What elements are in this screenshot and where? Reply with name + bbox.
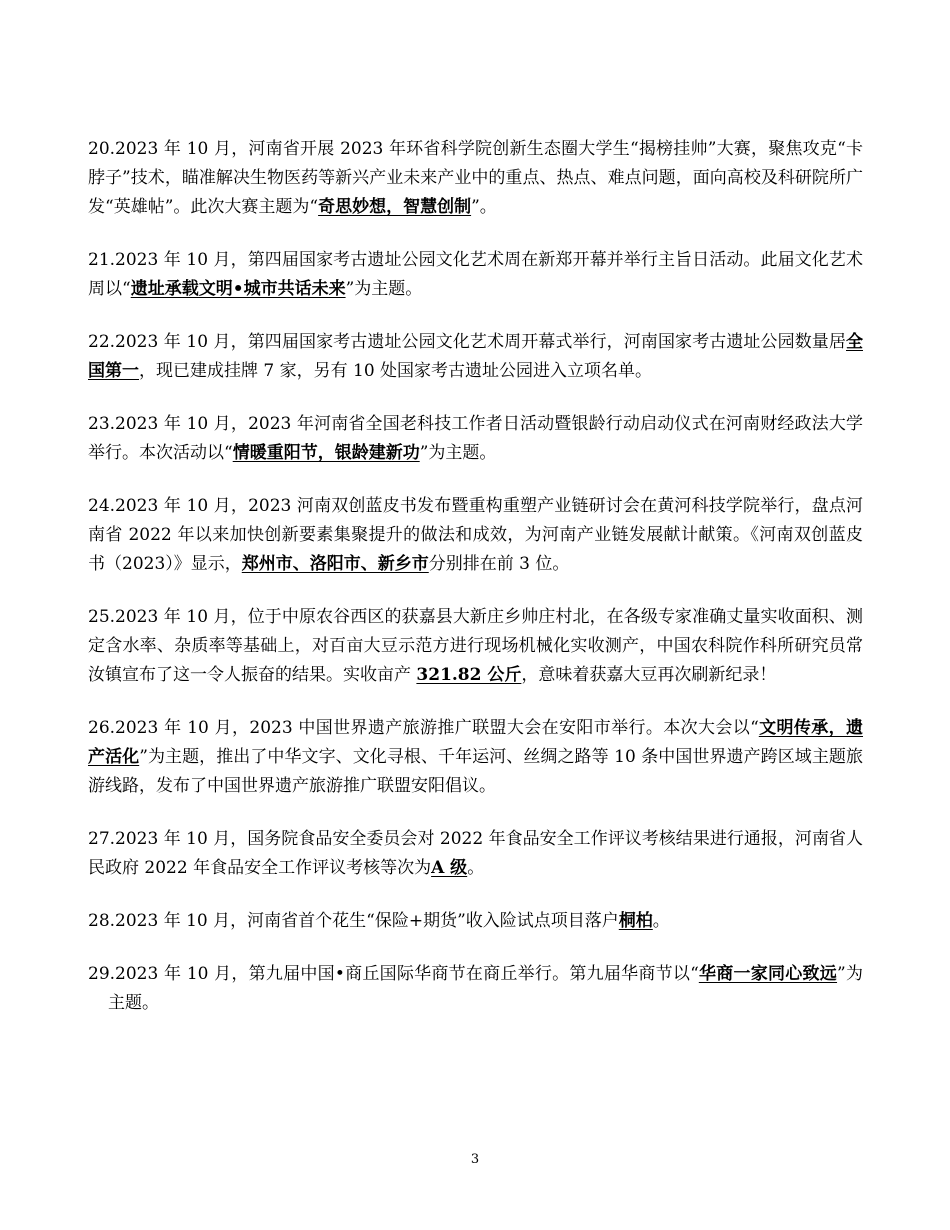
news-item-28: 28.2023 年 10 月，河南省首个花生“保险+期货”收入险试点项目落户桐柏。: [88, 911, 670, 931]
news-item-20: 20.2023 年 10 月，河南省开展 2023 年环省科学院创新生态圈大学生“揭榜挂帅”大赛，聚焦攻克“卡脖子”技术，瞄准解决生物医药等新兴产业未来产业中的重点、热点、难点问题，面向高校及科研院所广发“英雄帖”。此次大赛主题为“奇思妙想，智慧创制”。: [88, 139, 863, 217]
key-answer: 华商一家同心致远: [698, 964, 838, 984]
news-item-29: 29.2023 年 10 月，第九届中国•商丘国际华商节在商丘举行。第九届华商节以“华商一家同心致远”为主题。: [88, 964, 863, 1013]
news-item-21: 21.2023 年 10 月，第四届国家考古遗址公园文化艺术周在新郑开幕并举行主旨日活动。此届文化艺术周以“遗址承载文明•城市共话未来”为主题。: [88, 250, 863, 299]
news-item-27: 27.2023 年 10 月，国务院食品安全委员会对 2022 年食品安全工作评议考核结果进行通报，河南省人民政府 2022 年食品安全工作评议考核等次为A 级。: [88, 829, 863, 878]
key-answer: 321.82 公斤: [416, 665, 522, 685]
key-answer: 文明传承，遗产活化: [88, 718, 864, 767]
key-answer: 郑州市、洛阳市、新乡市: [241, 554, 429, 574]
key-answer: A 级: [431, 858, 468, 878]
news-item-list: [88, 135, 863, 1042]
key-answer: 桐柏: [618, 911, 653, 931]
news-item-26: 26.2023 年 10 月，2023 中国世界遗产旅游推广联盟大会在安阳市举行。本次大会以“文明传承，遗产活化”为主题，推出了中华文字、文化寻根、千年运河、丝绸之路等 10 条中国世界遗产跨区域主题旅游线路，发布了中国世界遗产旅游推广联盟安阳倡议。: [88, 718, 864, 796]
key-answer: 全国第一: [88, 332, 863, 381]
key-answer: 遗址承载文明•城市共话未来: [130, 279, 346, 299]
key-answer: 奇思妙想，智慧创制: [318, 197, 472, 217]
news-item-22: 22.2023 年 10 月，第四届国家考古遗址公园文化艺术周开幕式举行，河南国家考古遗址公园数量居全国第一，现已建成挂牌 7 家，另有 10 处国家考古遗址公园进入立项名单。: [88, 332, 863, 381]
page-number: 3: [470, 1152, 480, 1167]
news-item-24: 24.2023 年 10 月，2023 河南双创蓝皮书发布暨重构重塑产业链研讨会在黄河科技学院举行，盘点河南省 2022 年以来加快创新要素集聚提升的做法和成效，为河南产业链发展献计献策。《河南双创蓝皮书（2023）》显示，郑州市、洛阳市、新乡市分别排在前 3 位。: [88, 496, 863, 574]
key-answer: 情暖重阳节，银龄建新功: [232, 443, 420, 463]
news-item-25: 25.2023 年 10 月，位于中原农谷西区的获嘉县大新庄乡帅庄村北，在各级专家准确丈量实收面积、测定含水率、杂质率等基础上，对百亩大豆示范方进行现场机械化实收测产，中国农科院作科所研究员常汝镇宣布了这一令人振奋的结果。实收亩产 321.82 公斤，意味着获嘉大豆再次刷新纪录！: [88, 607, 863, 685]
news-item-23: 23.2023 年 10 月，2023 年河南省全国老科技工作者日活动暨银龄行动启动仪式在河南财经政法大学举行。本次活动以“情暖重阳节，银龄建新功”为主题。: [88, 414, 863, 463]
